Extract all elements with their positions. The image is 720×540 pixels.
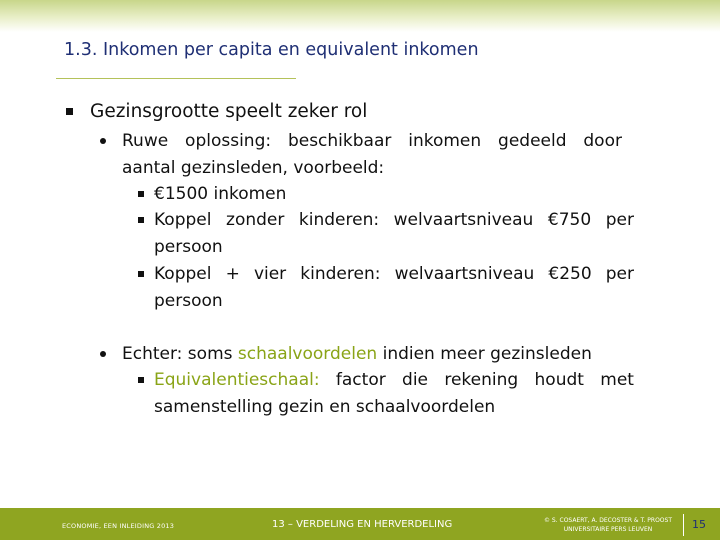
small-square-bullet-icon xyxy=(138,217,144,223)
round-bullet-icon xyxy=(100,138,106,144)
round-bullet-icon xyxy=(100,351,106,357)
sub-item-equivalentieschaal-cont: samenstelling gezin en schaalvoordelen xyxy=(154,397,496,417)
page-number: 15 xyxy=(692,518,706,531)
sub-item-koppel-vier-cont: persoon xyxy=(154,291,223,311)
sub-item-koppel-zonder: Koppel zonder kinderen: welvaartsniveau €750 per xyxy=(154,210,634,230)
point1-line2: aantal gezinsleden, voorbeeld: xyxy=(122,158,385,178)
small-square-bullet-icon xyxy=(138,377,144,383)
square-bullet-icon xyxy=(66,108,73,115)
point2-line1: Echter: soms schaalvoordelen indien meer gezinsleden xyxy=(122,344,592,364)
footer-copyright: © S. COSAERT, A. DECOSTER & T. PROOST UNIVERSITAIRE PERS LEUVEN xyxy=(543,517,672,533)
bullet-gezinsgrootte: Gezinsgrootte speelt zeker rol xyxy=(90,101,368,122)
point1-line1: Ruwe oplossing: beschikbaar inkomen gedeeld door xyxy=(122,131,622,151)
footer-chapter: 13 – VERDELING EN HERVERDELING xyxy=(272,519,453,530)
sub-item-1500: €1500 inkomen xyxy=(154,184,287,204)
footer-course: ECONOMIE, EEN INLEIDING 2013 xyxy=(62,522,175,530)
footer-divider xyxy=(683,514,684,536)
sub-item-koppel-zonder-cont: persoon xyxy=(154,237,223,257)
sub-item-koppel-vier: Koppel + vier kinderen: welvaartsniveau €250 per xyxy=(154,264,634,284)
highlight-equivalentieschaal: Equivalentieschaal: xyxy=(154,370,320,390)
footer-bar xyxy=(0,508,720,540)
sub-item-equivalentieschaal: Equivalentieschaal: factor die rekening houdt met xyxy=(154,370,634,390)
slide-title: 1.3. Inkomen per capita en equivalent inkomen xyxy=(64,40,479,60)
small-square-bullet-icon xyxy=(138,191,144,197)
highlight-schaalvoordelen: schaalvoordelen xyxy=(237,344,378,364)
small-square-bullet-icon xyxy=(138,271,144,277)
